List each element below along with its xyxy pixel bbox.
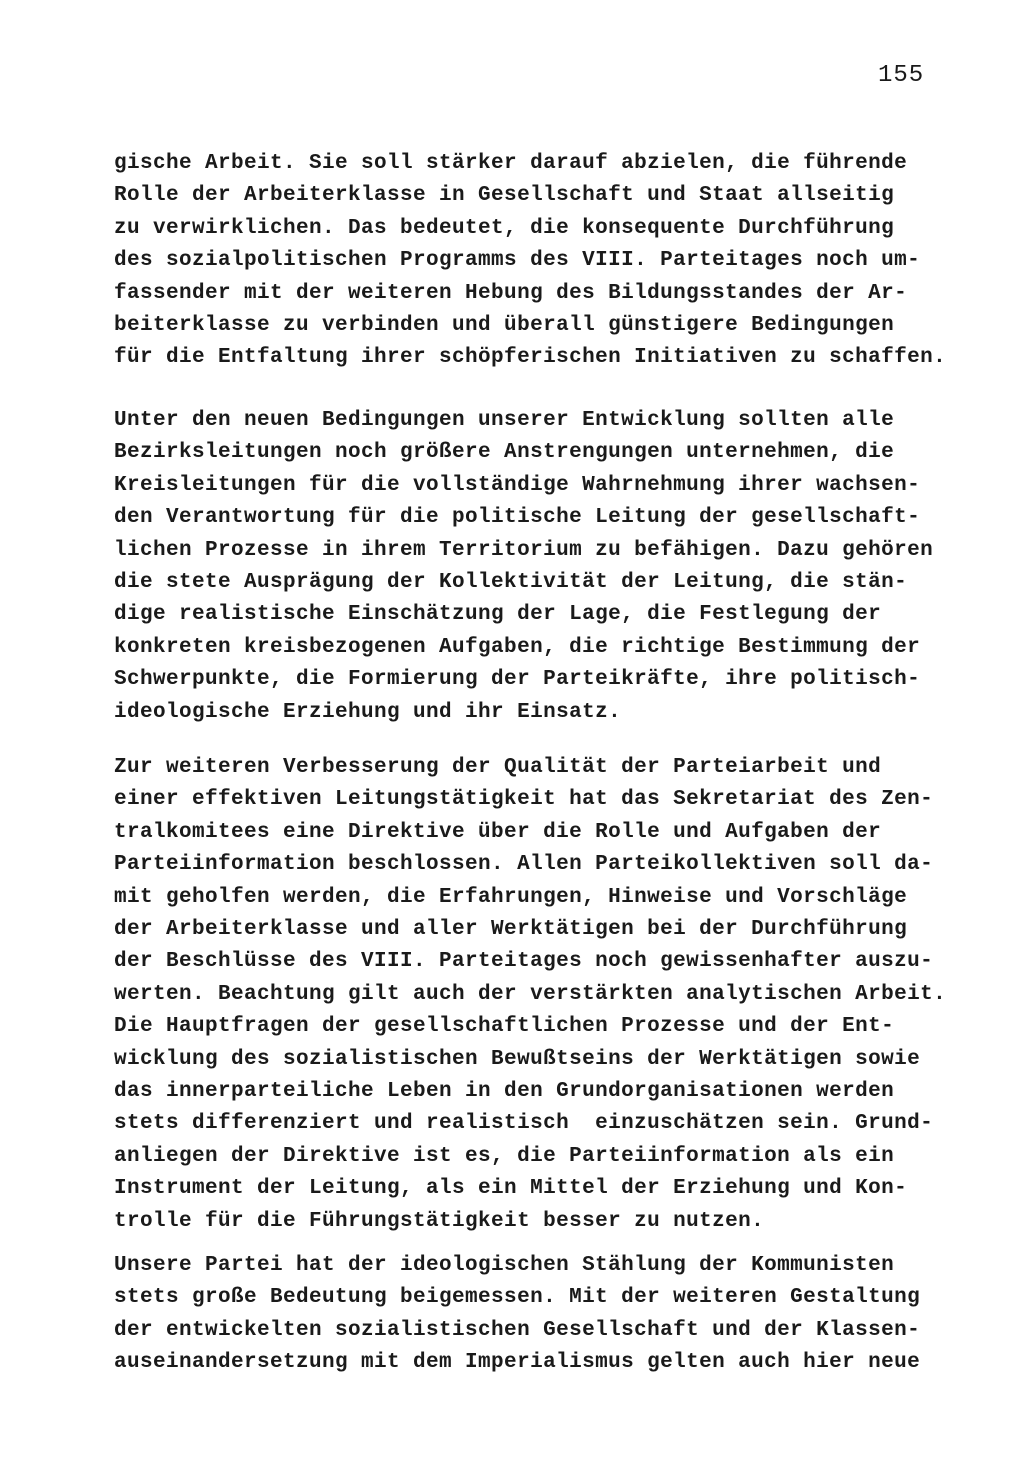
text-line: Unter den neuen Bedingungen unserer Entwicklung sollten alle [114, 409, 895, 432]
text-line: des sozialpolitischen Programms des VIII. Parteitages noch um- [114, 249, 921, 273]
text-line: gische Arbeit. Sie soll stärker darauf abzielen, die führende [114, 152, 908, 175]
text-line: das innerparteiliche Leben in den Grundorganisationen werden [114, 1080, 895, 1104]
text-line: zu verwirklichen. Das bedeutet, die konsequente Durchführung [114, 216, 895, 240]
paragraph [114, 405, 934, 729]
text-line: den Verantwortung für die politische Leitung der gesellschaft- [114, 506, 921, 530]
text-line: Die Hauptfragen der gesellschaftlichen Prozesse und der Ent- [114, 1015, 895, 1039]
text-line: für die Entfaltung ihrer schöpferischen Initiativen zu schaffen. [114, 346, 947, 370]
text-line: ideologische Erziehung und ihr Einsatz. [114, 700, 622, 724]
page-number: 155 [878, 62, 925, 89]
text-line: mit geholfen werden, die Erfahrungen, Hinweise und Vorschläge [114, 885, 908, 909]
text-line: trolle für die Führungstätigkeit besser zu nutzen. [114, 1209, 765, 1233]
text-line: Schwerpunkte, die Formierung der Parteikräfte, ihre politisch- [114, 668, 921, 692]
text-line: lichen Prozesse in ihrem Territorium zu befähigen. Dazu gehören [114, 538, 934, 562]
text-line: konkreten kreisbezogenen Aufgaben, die richtige Bestimmung der [114, 635, 921, 659]
text-line: die stete Ausprägung der Kollektivität der Leitung, die stän- [114, 571, 908, 595]
text-line: wicklung des sozialistischen Bewußtseins der Werktätigen sowie [114, 1047, 921, 1071]
text-line: Parteiinformation beschlossen. Allen Parteikollektiven soll da- [114, 853, 934, 877]
text-line: anliegen der Direktive ist es, die Parteiinformation als ein [114, 1144, 895, 1168]
text-line: Zur weiteren Verbesserung der Qualität der Parteiarbeit und [114, 756, 882, 779]
text-line: Instrument der Leitung, als ein Mittel der Erziehung und Kon- [114, 1177, 908, 1201]
text-line: Unsere Partei hat der ideologischen Stählung der Kommunisten [114, 1254, 895, 1277]
paragraph [114, 1250, 934, 1380]
text-line: fassender mit der weiteren Hebung des Bildungsstandes der Ar- [114, 281, 908, 305]
text-line: tralkomitees eine Direktive über die Rolle und Aufgaben der [114, 820, 882, 844]
text-line: stets große Bedeutung beigemessen. Mit der weiteren Gestaltung [114, 1286, 921, 1310]
paragraph [114, 148, 947, 375]
text-line: Bezirksleitungen noch größere Anstrengungen unternehmen, die [114, 441, 895, 465]
text-line: werten. Beachtung gilt auch der verstärkten analytischen Arbeit. [114, 982, 947, 1006]
text-line: stets differenziert und realistisch einzuschätzen sein. Grund- [114, 1112, 934, 1136]
text-line: Rolle der Arbeiterklasse in Gesellschaft und Staat allseitig [114, 184, 895, 208]
paragraph [114, 752, 947, 1238]
text-line: auseinandersetzung mit dem Imperialismus gelten auch hier neue [114, 1351, 921, 1375]
text-line: beiterklasse zu verbinden und überall günstigere Bedingungen [114, 314, 895, 338]
text-line: dige realistische Einschätzung der Lage, die Festlegung der [114, 603, 882, 627]
text-line: der Beschlüsse des VIII. Parteitages noch gewissenhafter auszu- [114, 950, 934, 974]
text-line: der Arbeiterklasse und aller Werktätigen bei der Durchführung [114, 918, 908, 942]
text-line: Kreisleitungen für die vollständige Wahrnehmung ihrer wachsen- [114, 473, 921, 497]
text-line: der entwickelten sozialistischen Gesellschaft und der Klassen- [114, 1318, 921, 1342]
text-line: einer effektiven Leitungstätigkeit hat das Sekretariat des Zen- [114, 788, 934, 812]
